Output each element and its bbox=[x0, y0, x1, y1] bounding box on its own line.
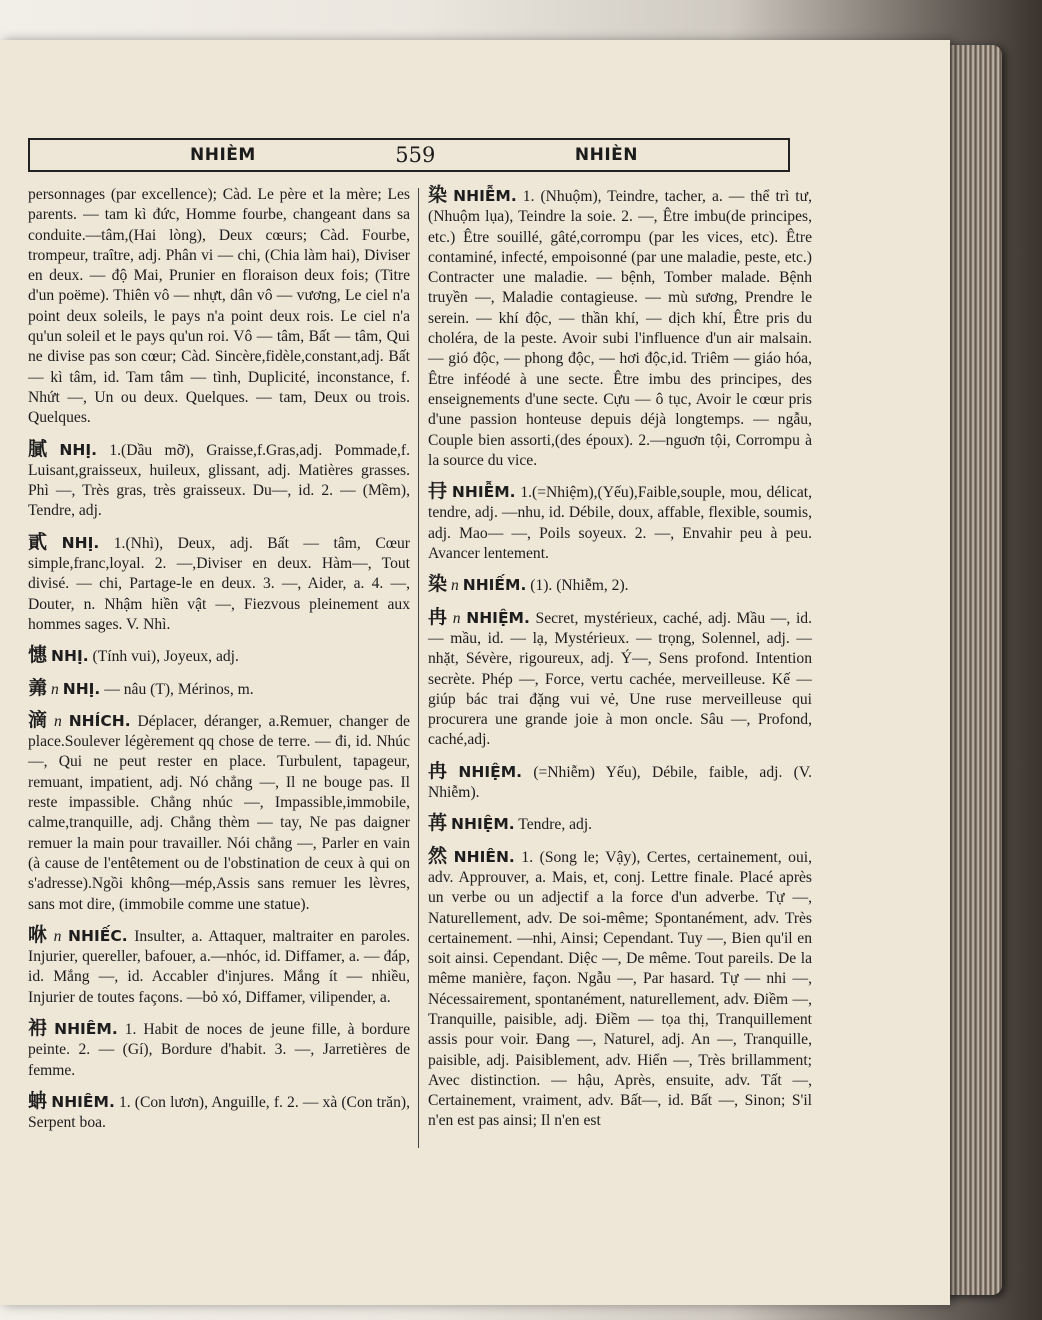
dictionary-entry: 冉 n NHIỆM. Secret, mystérieux, caché, adj. Mầu —, id. — mầu, id. — lạ, Mystérieux. — trọng, Solennel, adj. — nhặt, Sévère, rigoureux, adj. Ý—, Sens profond. Intention secrète. Phép —, Force, vertu cachée, merveilleuse. Kế — giúp bác trai đặng vui vẻ, Une ruse merveilleuse qui procurera une grande joie à mon oncle. Sâu —, Profond, caché,adj. bbox=[428, 605, 812, 749]
page-number: 559 bbox=[395, 143, 436, 167]
dictionary-entry: 羛 n NHỊ. — nâu (T), Mérinos, m. bbox=[28, 676, 254, 699]
header-left-headword: NHIÈM bbox=[190, 145, 256, 165]
dictionary-entry: 貳 NHỊ. 1.(Nhì), Deux, adj. Bất — tâm, Cœur simple,franc,loyal. 2. —,Diviser en deux. Hàm—, Tout divisé. — chi, Partage-le en deux. 3. —, Aider, a. 4. —, Douter, n. Nhậm hiền vật —, Fiezvous pleinement aux hommes sages. V. Nhì. bbox=[28, 530, 410, 633]
running-header bbox=[28, 138, 790, 172]
dictionary-entry: 然 NHIÊN. 1. (Song le; Vậy), Certes, certainement, oui, adv. Approuver, a. Mais, et, conj. Lettre finale. Placé après un verbe ou un adjectif a la force d'un adverbe. Tự —, Naturellement, adv. De soi-même; Spontanément, adv. Très certainement. —nhi, Ainsi; Cependant. Tuy —, Bien qu'il en soit ainsi. Cependant. Diệc —, De même. Tout pareils. De la même manière, façon. Ngẫu —, Par hasard. Tự — nhi —, Nécessairement, spontanément, naturellement, adv. Điềm —, Tranquille, paisible, adj. Điềm — tọa thị, Tranquillement assis pour voir. Đang —, Naturel, adj. An —, Tranquille, paisible, adj. Paisiblement, adv. Hiển —, Très brillamment; Avec distinction. — hậu, Après, ensuite, adv. Tất —, Certainement, vraiment, adv. Bất—, id. Bất —, Sinon; S'il n'en est pas ainsi; Il n'en est bbox=[428, 844, 812, 1130]
dictionary-entry: 滴 n NHÍCH. Déplacer, déranger, a.Remuer, changer de place.Soulever légèrement qq chose de terre. — đi, id. Nhúc—, Qui ne peut rester en place. Turbulent, tapageur, remuant, impatient, adj. Nó chẳng —, Il ne bouge pas. Il reste impassible. Chẳng nhúc —, Impassible,immobile, calme,tranquille, adj. Chẳng thèm — tay, Ne pas daigner remuer la main pour travailler. Nói chẳng —, Parler en vain (à cause de l'entêtement ou de l'obstination de ceux à qui on s'adresse).Ngồi không—mép,Assis sans remuer les lèvres, sans mot dire, (immobile comme une statue). bbox=[28, 708, 410, 913]
dictionary-entry: 膩 NHỊ. 1.(Dầu mỡ), Graisse,f.Gras,adj. Pommade,f. Luisant,graisseux, huileux, glissant, adj. Matières grasses. Phì —, Très gras, très graisseux. Du—, id. 2. — (Mềm), Tendre, adj. bbox=[28, 437, 410, 520]
dictionary-entry: 染 n NHIẾM. (1). (Nhiễm, 2). bbox=[428, 573, 629, 596]
column-divider bbox=[418, 188, 419, 1148]
dictionary-entry: 染 NHIỄM. 1. (Nhuộm), Teindre, tacher, a. — thể trì tư,(Nhuộm lụa), Teindre la soie. 2. —, Être imbu(de principes, etc.) Être souillé, gâté,corrompu (par les vices, etc). Être contaminé, infecté, empoisonné (par une maladie, peste, etc.) Contracter une maladie. — bệnh, Tomber malade. Bệnh truyền —, Maladie contagieuse. — mù sương, Prendre le serein. — khí độc, — thần khí, — dịch khí, Être pris du choléra, de la peste. Avoir subi l'influence d'un air malsain. — gió độc, — phong độc, — hơi độc,id. Triêm — giáo hóa, Être inféodé à une secte. Être imbu des principes, des enseignements d'une secte. Cựu — ô tục, Avoir le cœur pris d'une passion honteuse depuis déjà longtemps. — ngẫu, Couple bien assorti,(des époux). 2.—nguơn tội, Corrompu à la source du vice. bbox=[428, 184, 812, 469]
right-column bbox=[428, 185, 812, 1142]
dictionary-entry: 蚺 NHIÊM. 1. (Con lươn), Anguille, f. 2. — xà (Con trăn), Serpent boa. bbox=[28, 1089, 410, 1132]
dictionary-entry: 憓 NHỊ. (Tính vui), Joyeux, adj. bbox=[28, 644, 239, 667]
dictionary-entry: 咻 n NHIẾC. Insulter, a. Attaquer, maltraiter en paroles. Injurier, quereller, bafouer, a.—nhóc, id. Diffamer, a. — đáp, id. Mắng —, id. Accabler d'injures. Mắng ít — nhiều, Injurier de toutes façons. —bỏ xó, Diffamer, vilipender, a. bbox=[28, 923, 410, 1006]
dictionary-entry: 衻 NHIÊM. 1. Habit de noces de jeune fille, à bordure peinte. 2. — (Gí), Bordure d'habit. 3. —, Jarretières de femme. bbox=[28, 1016, 410, 1079]
dictionary-entry: 苒 NHIỆM. Tendre, adj. bbox=[428, 812, 593, 835]
entry-continuation: personnages (par excellence); Càd. Le père et la mère; Les parents. — tam kì đức, Homme fourbe, changeant dans sa conduite.—tâm,(Hai lòng), Deux cœurs; Càd. Fourbe, trompeur, traître, adj. Phân vi — chi, (Chia làm hai), Diviser en deux. — độ Mai, Prunier en floraison deux fois; (Titre d'un poëme). Thiên vô — nhựt, dân vô — vương, Le ciel n'a point deux soleils, le pays n'a point deux rois. Le ciel n'a qu'un soleil et le pays qu'un roi. Vô — tâm, Bất — tâm, Qui ne divise pas son cœur; Càd. Sincère,fidèle,constant,adj. Bất — kì tâm, id. Tam tâm — tình, Duplicité, inconstance, f. Nhứt —, Un ou deux. Quelques. — tam, Deux ou trois. Quelques. bbox=[28, 186, 410, 427]
header-right-headword: NHIÈN bbox=[574, 145, 638, 165]
dictionary-entry: 冉 NHIỆM. (=Nhiễm) Yếu), Débile, faible, adj. (V. Nhiễm). bbox=[428, 759, 812, 802]
left-column bbox=[28, 185, 410, 1143]
dictionary-entry: 冄 NHIỄM. 1.(=Nhiệm),(Yếu),Faible,souple, mou, délicat, tendre, adj. —nhu, id. Débile, doux, affable, flexible, soumis, adj. Mao— —, Poils soyeux. 2. —, Envahir peu à peu. Avancer lentement. bbox=[428, 480, 812, 563]
